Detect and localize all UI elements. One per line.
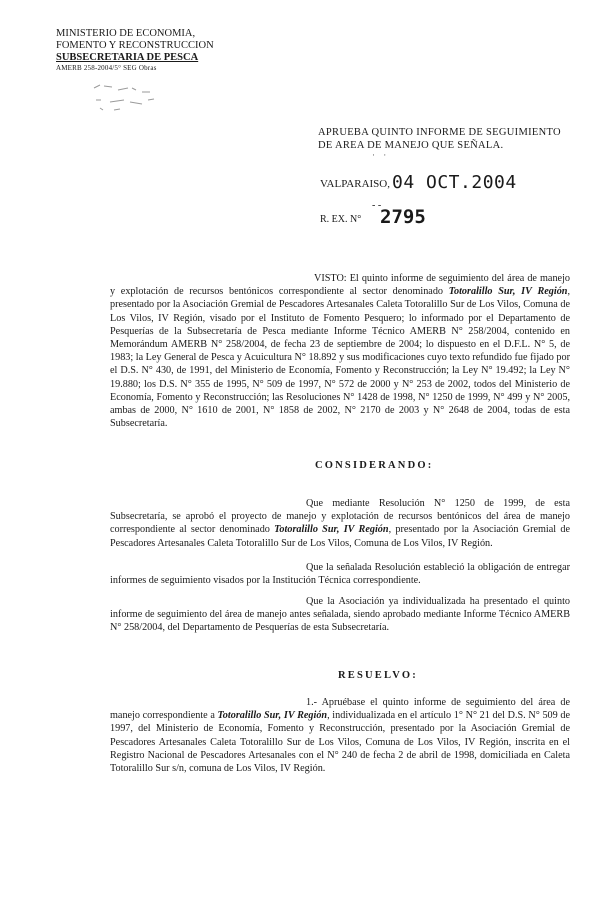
visto-lead: VISTO: El quinto informe de seguimiento del área de manejo y explotación de recursos bentónicos correspondiente al sector denominado bbox=[110, 273, 570, 298]
resolution-label: R. EX. N° bbox=[320, 214, 362, 225]
date-stamp: 04 OCT.2004 bbox=[392, 172, 517, 193]
considerando-1-lead: Que mediante Resolución N° 1250 de 1999, de esta Subsecretaría, se aprobó el proyecto de manejo y explotación de recursos bentónicos del área de manejo correspondiente al sector denominado bbox=[110, 498, 570, 536]
resolution-number: 2795 bbox=[380, 206, 426, 228]
considerando-1-rest: , presentado por la Asociación Gremial de Pescadores Artesanales Caleta Totoralillo Sur de Los Vilos, Comuna de Los Vilos, IV Región. bbox=[110, 524, 570, 549]
resuelvo-1-lead: 1.- Apruébase el quinto informe de seguimiento del área de manejo correspondiente a bbox=[110, 697, 570, 722]
reference-code: AMERB 258-2004/5° SEG Obras bbox=[56, 64, 157, 72]
considerando-paragraph-3: Que la Asociación ya individualizada ha presentado el quinto informe de seguimiento del área de manejo antes señalada, siendo aprobado mediante Informe Técnico AMERB N° 258/2004, del Departamento de Pesquerías de esta Subsecretaría. bbox=[110, 596, 570, 634]
considerando-paragraph-1 bbox=[110, 497, 570, 550]
date-label: VALPARAISO, bbox=[320, 178, 390, 190]
considerando-heading: CONSIDERANDO: bbox=[315, 460, 434, 471]
resuelvo-paragraph-1 bbox=[110, 696, 570, 775]
resuelvo-1-sector: Totoralillo Sur, IV Región bbox=[217, 710, 328, 722]
visto-paragraph bbox=[110, 272, 570, 430]
visto-rest: , presentado por la Asociación Gremial de Pescadores Artesanales Caleta Totoralillo Sur de Los Vilos, Comuna de Los Vilos, IV Región, visado por el Instituto de Fomento Pesquero; lo informado por el Departamento de Pesquerías de la Subsecretaría de Pesca mediante Informe Técnico AMERB N° 258/2004, contenido en Memorándum AMERB N° 258/2004, de fecha 23 de septiembre de 2004; lo dispuesto en el D.F.L. N° 5, de 1983; la Ley General de Pesca y Acuicultura N° 18.892 y sus modificaciones cuyo texto refundido fue fijado por el D.S. N° 430, de 1991, del Ministerio de Economía, Fomento y Reconstrucción; la Ley N° 19.492; la Ley N° 19.880; los D.S. N° 355 de 1995, N° 509 de 1997, N° 572 de 2000 y N° 253 de 2002, todos del Ministerio de Economía, Fomento y Reconstrucción; las Resoluciones N° 1428 de 1998, N° 1250 de 1999, N° 499 y N° 2005, ambas de 2000, N° 1610 de 2001, N° 1858 de 2002, N° 2170 de 2003 y N° 2648 de 2004, todas de esta Subsecretaría. bbox=[110, 286, 570, 430]
letterhead bbox=[56, 28, 246, 73]
ministry-line-1: MINISTERIO DE ECONOMIA, bbox=[56, 28, 196, 39]
faded-stamp-mark bbox=[90, 78, 170, 114]
visto-sector: Totoralillo Sur, IV Región bbox=[448, 286, 568, 298]
separator-dots: · · bbox=[372, 150, 390, 160]
document-subject: APRUEBA QUINTO INFORME DE SEGUIMIENTO DE AREA DE MANEJO QUE SEÑALA. bbox=[318, 127, 561, 151]
dash-mark: - - bbox=[372, 200, 382, 211]
considerando-paragraph-2: Que la señalada Resolución estableció la obligación de entregar informes de seguimiento visados por la Institución Técnica correspondiente. bbox=[110, 562, 570, 587]
considerando-1-sector: Totoralillo Sur, IV Región bbox=[274, 524, 389, 536]
undersecretariat-name: SUBSECRETARIA DE PESCA bbox=[56, 52, 199, 63]
resolution-number-line bbox=[320, 200, 520, 232]
ministry-line-2: FOMENTO Y RECONSTRUCCION bbox=[56, 40, 214, 51]
resuelvo-1-rest: , individualizada en el artículo 1° N° 21 del D.S. N° 509 de 1997, del Ministerio de Economía, Fomento y Reconstrucción, presentado por la Asociación Gremial de Pescadores Artesanales Caleta Totoralillo Sur de Los Vilos, Comuna de Los Vilos, IV Región, inscrita en el Registro Nacional de Pescadores Artesanales con el N° 240 de fecha 2 de abril de 1998, domiciliada en Caleta Totoralillo Sur s/n, comuna de Los Vilos, IV Región. bbox=[110, 710, 570, 775]
date-line bbox=[320, 172, 580, 198]
resuelvo-heading: RESUELVO: bbox=[338, 670, 418, 681]
